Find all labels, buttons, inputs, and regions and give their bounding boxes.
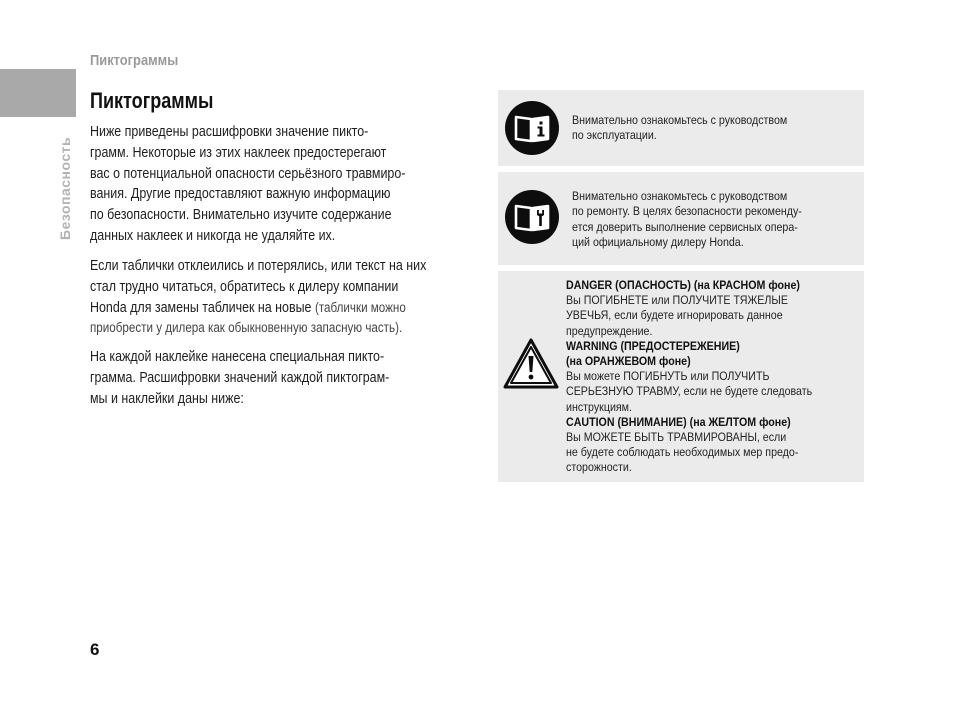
paragraph-line: Ниже приведены расшифровки значение пикто- xyxy=(90,123,369,140)
replacement-paragraph xyxy=(90,256,475,339)
panel-line: не будете соблюдать необходимых мер предо- xyxy=(566,445,799,460)
section-tab xyxy=(0,69,76,117)
warning-title: WARNING (ПРЕДОСТЕРЕЖЕНИЕ) xyxy=(566,338,740,353)
paragraph-line: вас о потенциальной опасности серьёзного травмиро- xyxy=(90,164,406,182)
panel-text xyxy=(566,278,858,476)
panel-line: СЕРЬЕЗНУЮ ТРАВМУ, если не будете следовать xyxy=(566,384,813,399)
intro-paragraph xyxy=(90,122,475,247)
page-title: Пиктограммы xyxy=(90,88,214,113)
panel-line: ется доверить выполнение сервисных опера- xyxy=(572,219,798,234)
panel-line: по ремонту. В целях безопасности рекоменду- xyxy=(572,204,802,219)
warning-triangle-icon xyxy=(502,337,560,391)
owners-manual-icon xyxy=(504,100,560,156)
panel-line: Вы МОЖЕТЕ БЫТЬ ТРАВМИРОВАНЫ, если xyxy=(566,430,787,445)
paragraph-line xyxy=(90,298,475,319)
pictogram-panel-service xyxy=(498,172,864,265)
panel-text xyxy=(572,113,864,144)
paragraph-line: грамма. Расшифровки значений каждой пиктограм- xyxy=(90,368,390,386)
paragraph-fragment: Honda для замены табличек на новые xyxy=(90,298,312,316)
panel-line: Вы ПОГИБНЕТЕ или ПОЛУЧИТЕ ТЯЖЕЛЫЕ xyxy=(566,293,788,308)
paragraph-line: стал трудно читаться, обратитесь к дилеру компании xyxy=(90,277,399,295)
paragraph-line: грамм. Некоторые из этих наклеек предостерегают xyxy=(90,143,387,161)
panel-text xyxy=(572,189,864,251)
running-head: Пиктограммы xyxy=(90,52,179,69)
paragraph-line: мы и наклейки даны ниже: xyxy=(90,389,244,407)
paragraph-line: На каждой наклейке нанесена специальная пикто- xyxy=(90,348,385,365)
panel-line: Внимательно ознакомьтесь с руководством xyxy=(572,113,788,127)
panel-line: Вы можете ПОГИБНУТЬ или ПОЛУЧИТЬ xyxy=(566,369,770,384)
paragraph-line: по безопасности. Внимательно изучите содержание xyxy=(90,206,392,224)
paragraph-note-line: приобрести у дилера как обыкновенную запасную часть). xyxy=(90,320,403,337)
paragraph-note: (таблички можно xyxy=(314,299,406,316)
paragraph-line: данных наклеек и никогда не удаляйте их. xyxy=(90,226,336,244)
panel-line: ций официальному дилеру Honda. xyxy=(572,235,744,250)
service-manual-icon xyxy=(504,189,560,245)
panel-line: предупреждение. xyxy=(566,323,653,338)
warning-title-continued: (на ОРАНЖЕВОМ фоне) xyxy=(566,354,691,369)
panel-line: УВЕЧЬЯ, если будете игнорировать данное xyxy=(566,308,783,323)
pictogram-panel-warning xyxy=(498,271,864,482)
panel-line: сторожности. xyxy=(566,460,632,475)
paragraph-line: Если таблички отклеились и потерялись, или текст на них xyxy=(90,257,427,274)
panel-line: инструкциям. xyxy=(566,399,632,414)
panel-line: Внимательно ознакомьтесь с руководством xyxy=(572,189,788,203)
danger-title: DANGER (ОПАСНОСТЬ) (на КРАСНОМ фоне) xyxy=(566,278,800,292)
caution-title: CAUTION (ВНИМАНИЕ) (на ЖЕЛТОМ фоне) xyxy=(566,414,791,429)
section-label: Безопасность xyxy=(57,136,73,240)
pictogram-panel-manual xyxy=(498,90,864,166)
panel-line: по эксплуатации. xyxy=(572,128,657,143)
paragraph-line: вания. Другие предоставляют важную информацию xyxy=(90,185,391,203)
page-number: 6 xyxy=(90,640,100,659)
pictogram-paragraph xyxy=(90,347,475,409)
